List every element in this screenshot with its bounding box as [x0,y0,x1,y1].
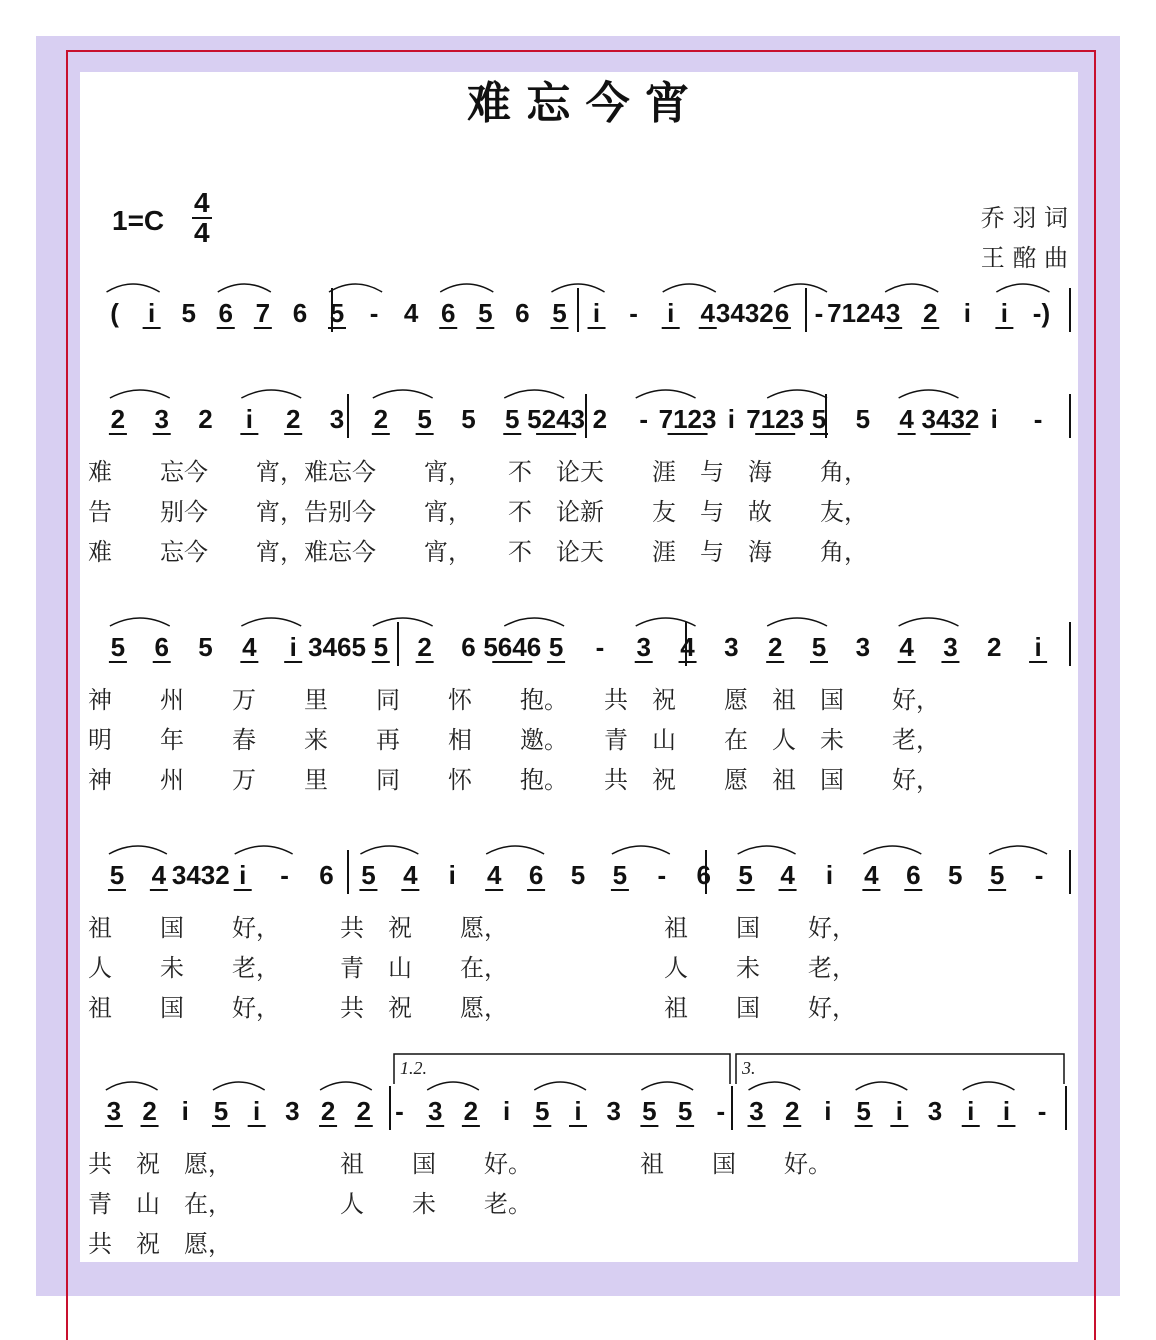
score-note: 4 [780,860,795,890]
score-note: 7123 [658,404,717,434]
lyric-line: 神 州 万 里 同 怀 抱。 共 祝 愿 祖 国 好， [88,686,940,714]
slur-arc [885,284,938,292]
score-note: 3 [636,632,651,662]
score-note: i [239,860,247,890]
score-note: i [990,404,998,434]
score-note: 2 [417,632,432,662]
score-note: 3 [106,1096,122,1126]
slur-arc [373,618,433,626]
score-note: i [727,404,735,434]
score-note: 4 [899,632,914,662]
slur-arc [110,618,170,626]
score-note: 5 [329,298,345,328]
score-note: 5 [361,860,376,890]
score-note: 6 [154,632,169,662]
lyric-line: 告 别今 宵，告别今 宵， 不 论新 友 与 故 友， [88,498,868,526]
slur-arc [641,1082,693,1090]
score-note: 5 [181,298,196,328]
lyric-line: 难 忘今 宵，难忘今 宵， 不 论天 涯 与 海 角， [88,458,868,486]
score-note: i [253,1096,261,1126]
score-note: 2 [922,298,938,328]
volta-label-1: 1.2. [400,1058,427,1078]
score-note: 6 [906,860,921,890]
score-note: i [592,298,601,328]
score-note: - [369,298,379,328]
slur-arc [427,1082,479,1090]
score-note: 3 [927,1096,943,1126]
score-note: 7124 [827,298,885,328]
slur-arc [749,1082,801,1090]
score-note: ( [110,298,119,328]
score-note: 6 [696,860,711,890]
score-note: 4 [700,298,716,328]
score-note: 5646 [483,632,542,662]
slur-arc [107,284,160,292]
score-note: - [1037,1096,1047,1126]
slur-arc [863,846,921,854]
score-note: 3 [943,632,958,662]
meter-bottom: 4 [194,217,210,248]
slur-arc [899,618,959,626]
score-note: - [280,860,289,890]
score-note: i [147,298,156,328]
score-note: 6 [774,298,790,328]
score-note: i [574,1096,582,1126]
score-note: 3432 [171,860,230,890]
score-note: 5 [989,860,1005,890]
lyric-line: 难 忘今 宵，难忘今 宵， 不 论天 涯 与 海 角， [88,538,868,566]
score-note: i [825,860,834,890]
lyric-line: 祖 国 好， 共 祝 愿， 祖 国 好， [88,914,856,942]
score-note: i [824,1096,832,1126]
slur-arc [636,390,696,398]
score-note: 2 [320,1096,336,1126]
score-note: 5 [461,404,476,434]
slur-arc [106,1082,158,1090]
score-note: i [289,632,297,662]
score-note: - [716,1096,726,1126]
score-note: i [967,1096,975,1126]
lyric-line: 明 年 春 来 再 相 邀。 青 山 在 人 未 老， [88,726,940,754]
score-note: 6 [528,860,544,890]
slur-arc [360,846,418,854]
score-row [88,846,1070,1022]
slur-arc [373,390,433,398]
slur-arc [486,846,544,854]
lyric-line: 共 祝 愿， [88,1230,232,1258]
score-note: - [639,404,649,434]
score-note: 5 [535,1096,550,1126]
score-note: 5 [856,1096,871,1126]
score-note: 2 [784,1096,800,1126]
slur-arc [235,846,293,854]
volta-label-2: 3. [742,1058,756,1078]
score-note: 3 [154,404,169,434]
score-note: 4 [486,860,502,890]
score-row [88,618,1070,794]
slur-arc [504,390,564,398]
score-note: - [814,298,824,328]
score-note: 3432 [921,404,980,434]
score-note: 3432 [715,298,774,328]
slur-arc [241,390,301,398]
score-note: 5 [417,404,432,434]
score-note: 4 [242,632,257,662]
composer-credit: 王 酩 曲 [980,244,1068,272]
score-note: i [963,298,971,328]
score-note: 2 [463,1096,479,1126]
score-note: - [395,1096,404,1126]
slur-arc [774,284,827,292]
score-note: i [667,298,675,328]
score-note: 2 [987,632,1002,662]
lyric-line: 人 未 老， 青 山 在， 人 未 老， [88,954,856,982]
key-signature: 1=C [112,205,165,236]
score-note: 5 [110,632,126,662]
score-note: 5 [612,860,628,890]
score-note: 7 [255,298,271,328]
score-note: -) [1032,298,1051,328]
score-note: 2 [110,404,126,434]
score-note: 3 [329,404,345,434]
score-note: - [1033,404,1043,434]
score-note: 2 [142,1096,157,1126]
slur-arc [856,1082,908,1090]
score-note: i [448,860,456,890]
score-note: 3 [427,1096,443,1126]
lyric-line: 共 祝 愿， 祖 国 好。 祖 国 好。 [88,1150,832,1178]
score-note: 5 [570,860,586,890]
slur-arc [241,618,301,626]
score-note: 3 [749,1096,764,1126]
score-note: 6 [515,298,530,328]
score-note: 4 [899,404,914,434]
score-note: 5 [548,632,564,662]
lyric-line: 神 州 万 里 同 怀 抱。 共 祝 愿 祖 国 好， [88,766,940,794]
score-note: i [245,404,253,434]
slur-arc [738,846,796,854]
score-note: - [1034,860,1044,890]
volta-bracket-1 [394,1054,730,1084]
score-note: 6 [218,298,234,328]
score-note: 3 [885,298,901,328]
score-note: 2 [285,404,301,434]
score-note: 5 [855,404,871,434]
score-note: 3 [285,1096,300,1126]
slur-arc [329,284,382,292]
slur-arc [218,284,271,292]
score-note: 4 [403,298,419,328]
slur-arc [767,618,827,626]
lyric-line: 祖 国 好， 共 祝 愿， 祖 国 好， [88,994,856,1022]
score-note: 3 [855,632,871,662]
slur-arc [996,284,1049,292]
score-note: 2 [592,404,608,434]
volta-bracket-2 [736,1054,1064,1084]
score-note: 5 [642,1096,657,1126]
score-note: 4 [864,860,879,890]
score-note: 6 [461,632,476,662]
slur-arc [534,1082,586,1090]
slur-arc [213,1082,265,1090]
slur-arc [320,1082,372,1090]
score-row [107,284,1070,332]
score-note: 3 [606,1096,621,1126]
score-note: 5 [811,632,827,662]
score-note: 3465 [308,632,366,662]
slur-arc [663,284,716,292]
song-title: 难 忘 今 宵 [467,78,689,129]
score-note: 5 [947,860,963,890]
score-note: 5 [478,298,493,328]
score-note: 5 [213,1096,229,1126]
score-note: - [595,632,605,662]
score-note: 5 [198,632,213,662]
score-note: 6 [292,298,308,328]
lyric-line: 青 山 在， 人 未 老。 [88,1190,532,1218]
lyricist-credit: 乔 羽 词 [980,204,1068,232]
score-note: 5 [109,860,125,890]
score-note: 5 [677,1096,693,1126]
score-note: 3 [724,632,739,662]
score-note: 5 [552,298,567,328]
score-note: 2 [198,404,213,434]
score-note: 5 [811,404,827,434]
score-row [88,1054,1066,1258]
meter-top: 4 [194,187,210,218]
score-note: 2 [767,632,783,662]
score-note: i [181,1096,189,1126]
score-note: i [1000,298,1009,328]
slur-arc [109,846,167,854]
score-note: 5243 [527,404,586,434]
score-note: i [502,1096,511,1126]
score-note: 4 [403,860,418,890]
slur-arc [899,390,959,398]
slur-arc [767,390,827,398]
slur-arc [963,1082,1015,1090]
slur-arc [440,284,493,292]
score-note: 7123 [746,404,805,434]
slur-arc [989,846,1047,854]
score-note: i [1034,632,1042,662]
score-row [88,390,1070,566]
score-note: 4 [680,632,695,662]
score-rows [88,284,1070,1258]
score-note: 6 [440,298,456,328]
score-note: i [895,1096,903,1126]
score-note: 5 [505,404,520,434]
score-note: 6 [319,860,334,890]
score-note: - [629,298,638,328]
score-note: 5 [373,632,389,662]
slur-arc [612,846,670,854]
score-note: i [1002,1096,1011,1126]
score-note: 4 [151,860,167,890]
score-note: 2 [356,1096,372,1126]
slur-arc [504,618,564,626]
score-note: 5 [738,860,753,890]
slur-arc [110,390,170,398]
score-note: 2 [373,404,389,434]
score-note: - [657,860,667,890]
